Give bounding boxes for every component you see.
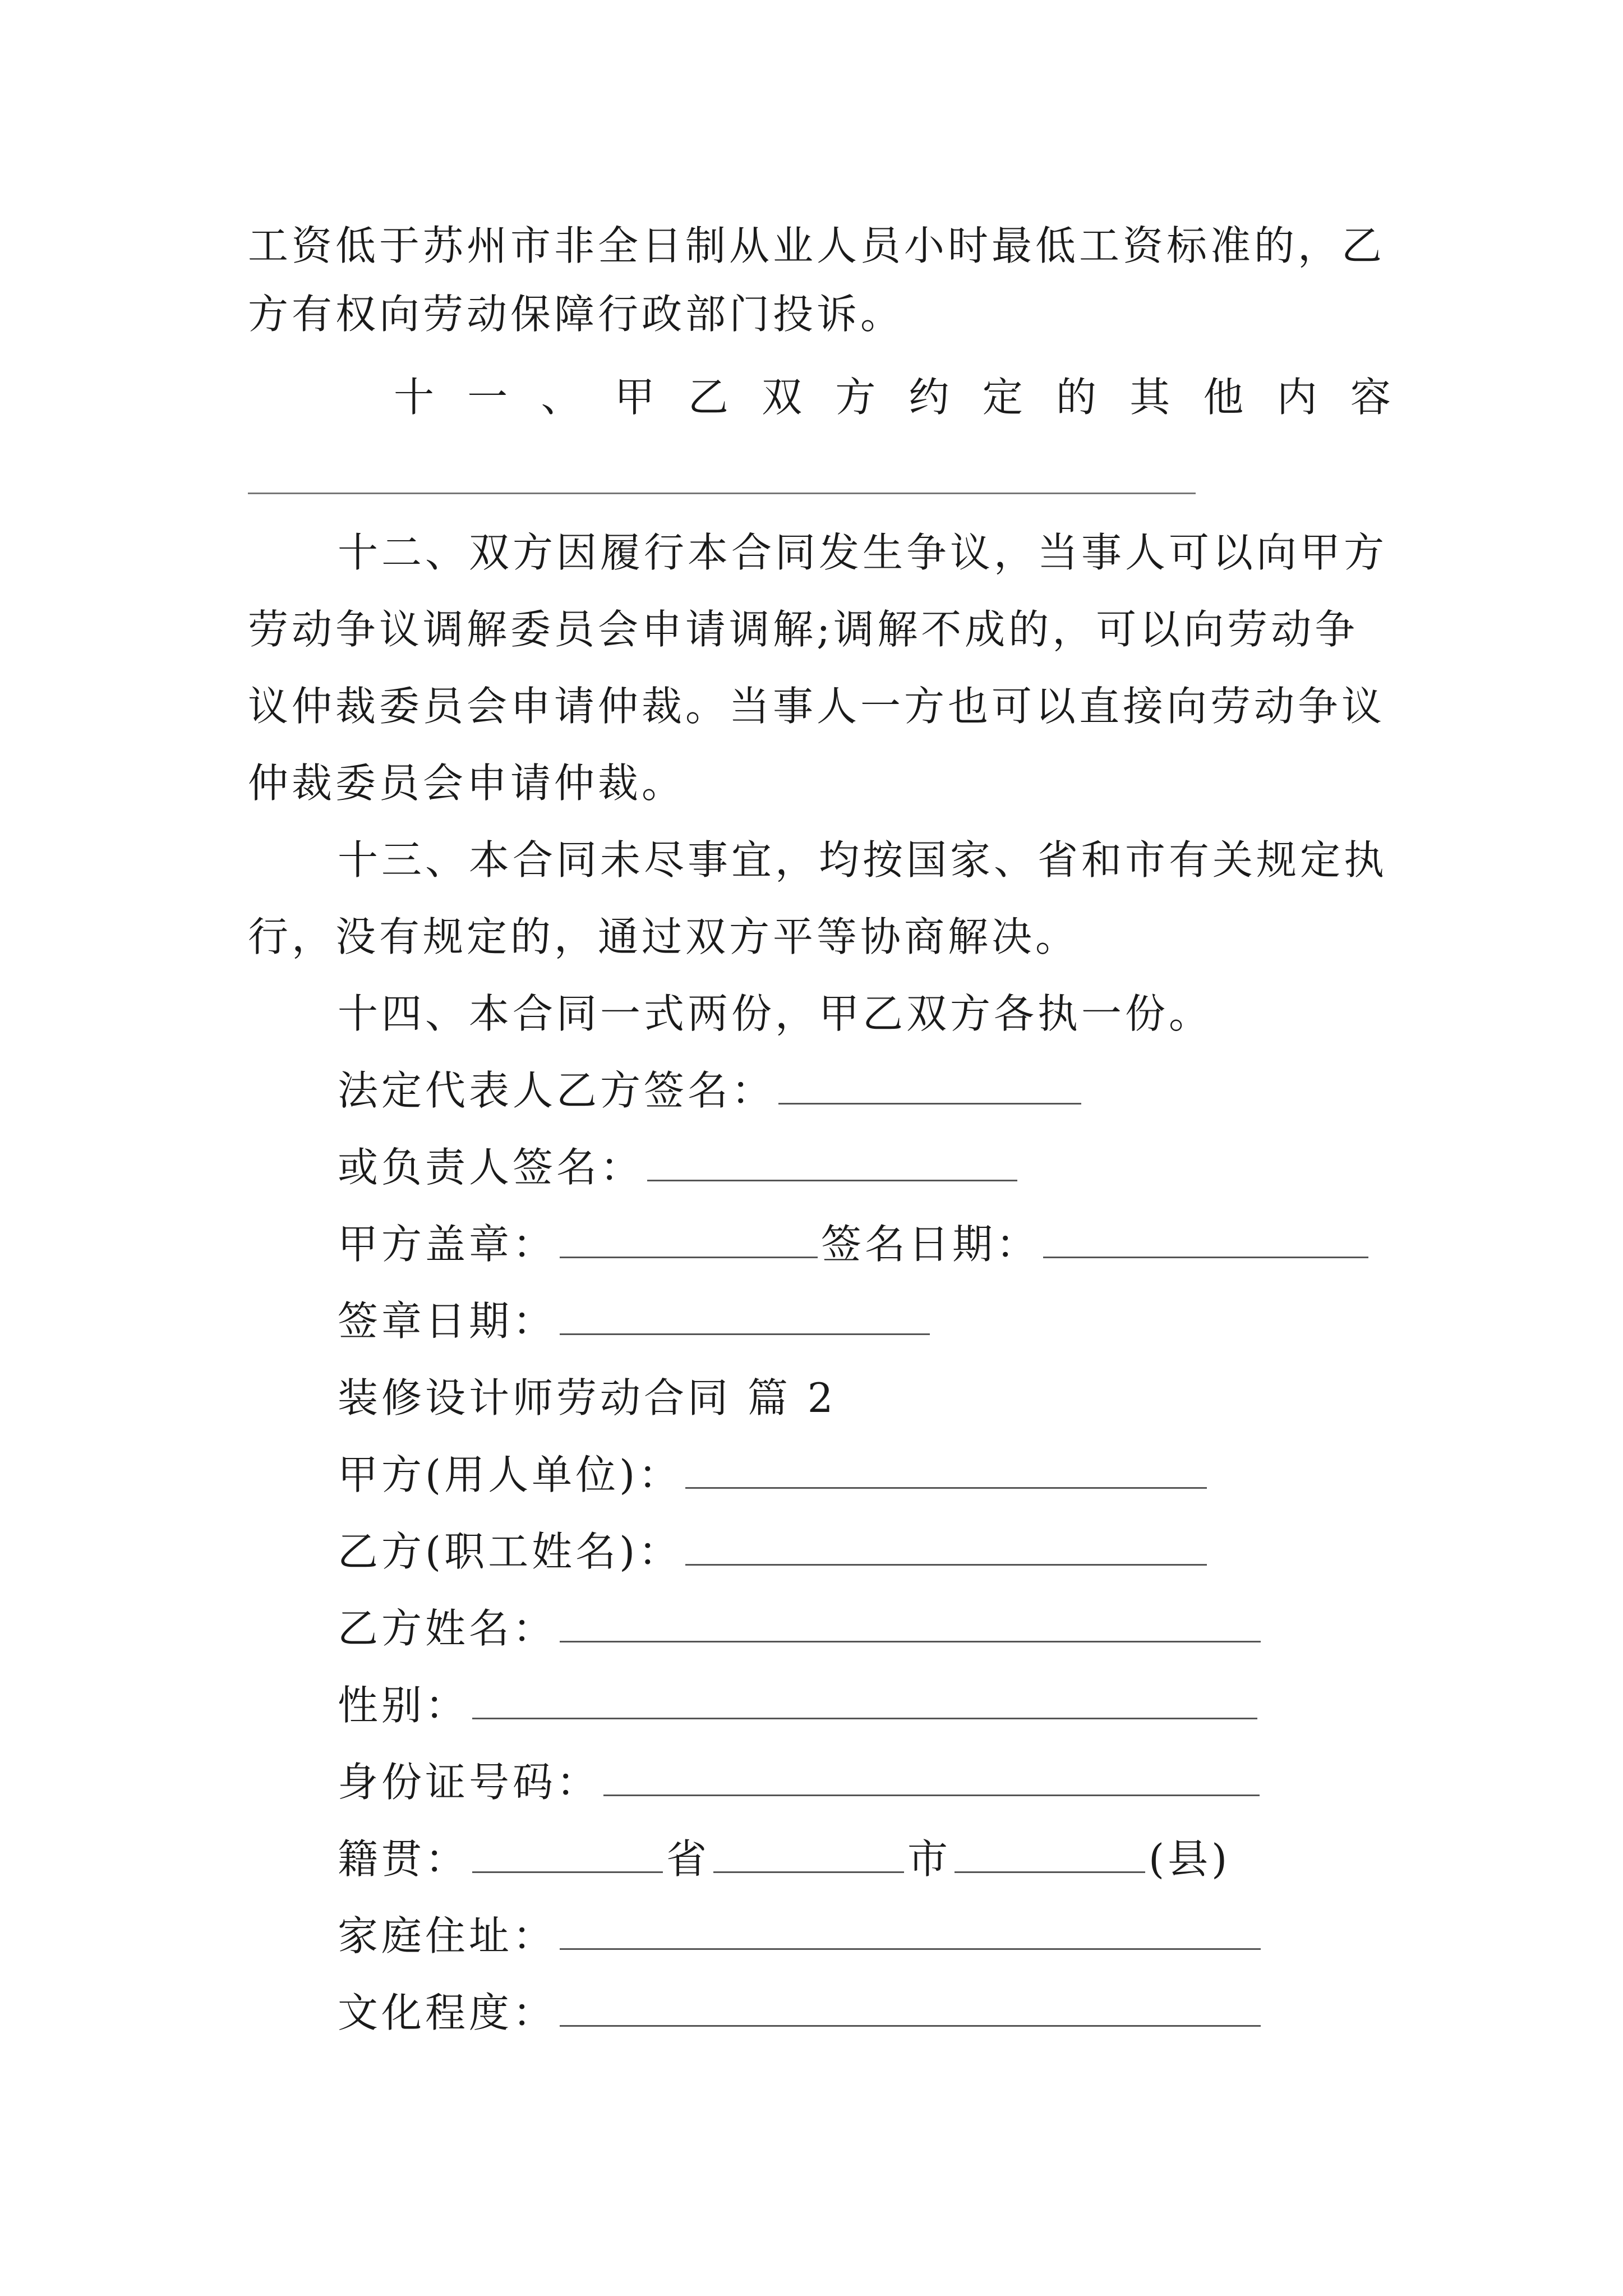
gender-row [338, 1677, 1261, 1733]
education-label: 文化程度： [338, 1989, 557, 2036]
legal-rep-label: 法定代表人乙方签名： [338, 1067, 776, 1114]
paragraph-10-line-1: 工资低于苏州市非全日制从业人员小时最低工资标准的，乙 [248, 222, 1386, 269]
clause-13-line-2: 行，没有规定的，通过双方平等协商解决。 [248, 913, 1080, 960]
address-field[interactable] [560, 1908, 1261, 1950]
seal-date-row [338, 1293, 933, 1349]
clause-11-char: 乙 [688, 374, 728, 421]
clause-11-char: 内 [1276, 374, 1317, 421]
party-b-row [338, 1524, 1210, 1580]
clause-11-char: 甲 [614, 374, 655, 421]
clause-11-char: 双 [762, 374, 803, 421]
education-field[interactable] [560, 1985, 1261, 2027]
city-label: 市 [907, 1835, 952, 1883]
clause-13-line-1: 十三、本合同未尽事宜，均按国家、省和市有关规定执 [338, 836, 1388, 884]
party-a-seal-field[interactable] [560, 1216, 818, 1258]
responsible-signature-row [338, 1139, 1021, 1195]
clause-11-char: 一 [467, 374, 508, 421]
party-a-seal-label: 甲方盖章： [338, 1221, 557, 1268]
party-a-label: 甲方(用人单位)： [338, 1451, 683, 1498]
party-b-label: 乙方(职工姓名)： [338, 1528, 683, 1575]
clause-14-line-1: 十四、本合同一式两份，甲乙双方各执一份。 [338, 990, 1213, 1037]
county-label: (县) [1149, 1835, 1231, 1883]
id-number-field[interactable] [603, 1754, 1260, 1796]
clause-12-line-4: 仲裁委员会申请仲裁。 [248, 760, 686, 807]
seal-date-label: 签章日期： [338, 1297, 557, 1345]
contract-2-title: 装修设计师劳动合同 篇 2 [338, 1374, 837, 1421]
responsible-label: 或负责人签名： [338, 1144, 644, 1191]
address-label: 家庭住址： [338, 1912, 557, 1959]
clause-11-char: 他 [1203, 374, 1244, 421]
party-a-row [338, 1447, 1210, 1503]
clause-11-blank-line [248, 493, 1196, 494]
responsible-signature-field[interactable] [647, 1139, 1017, 1181]
clause-11-char: 其 [1129, 374, 1170, 421]
province-label: 省 [666, 1835, 711, 1883]
clause-11-char: 约 [909, 374, 949, 421]
sign-date-label: 签名日期： [821, 1221, 1040, 1268]
gender-label: 性别： [338, 1682, 469, 1729]
paragraph-10-line-2: 方有权向劳动保障行政部门投诉。 [248, 291, 905, 338]
native-place-row [338, 1831, 1230, 1887]
gender-field[interactable] [472, 1677, 1257, 1719]
clause-11-char: 容 [1350, 374, 1391, 421]
party-b-field[interactable] [685, 1524, 1207, 1566]
id-number-label: 身份证号码： [338, 1759, 601, 1806]
province-field[interactable] [472, 1831, 663, 1873]
name-label: 乙方姓名： [338, 1605, 557, 1652]
city-field[interactable] [713, 1831, 904, 1873]
county-field[interactable] [955, 1831, 1145, 1873]
address-row [338, 1908, 1264, 1964]
clause-12-line-2: 劳动争议调解委员会申请调解;调解不成的，可以向劳动争 [248, 606, 1359, 653]
education-row [338, 1985, 1264, 2041]
clause-11-char: 方 [835, 374, 876, 421]
clause-11-char: 定 [982, 374, 1023, 421]
name-field[interactable] [560, 1600, 1261, 1642]
clause-12-line-3: 议仲裁委员会申请仲裁。当事人一方也可以直接向劳动争议 [248, 683, 1386, 730]
sign-date-field[interactable] [1043, 1216, 1368, 1258]
clause-12-line-1: 十二、双方因履行本合同发生争议，当事人可以向甲方 [338, 529, 1388, 576]
party-a-field[interactable] [685, 1447, 1207, 1489]
seal-and-date-row [338, 1216, 1372, 1272]
legal-rep-signature-row [338, 1062, 1085, 1119]
clause-11-heading [394, 369, 1391, 425]
legal-rep-signature-field[interactable] [778, 1062, 1081, 1105]
clause-11-char: 的 [1055, 374, 1096, 421]
clause-11-char: 、 [541, 374, 582, 421]
seal-date-field[interactable] [560, 1293, 930, 1335]
name-row [338, 1600, 1264, 1657]
clause-11-char: 十 [394, 374, 435, 421]
id-number-row [338, 1754, 1263, 1810]
native-place-label: 籍贯： [338, 1835, 469, 1883]
